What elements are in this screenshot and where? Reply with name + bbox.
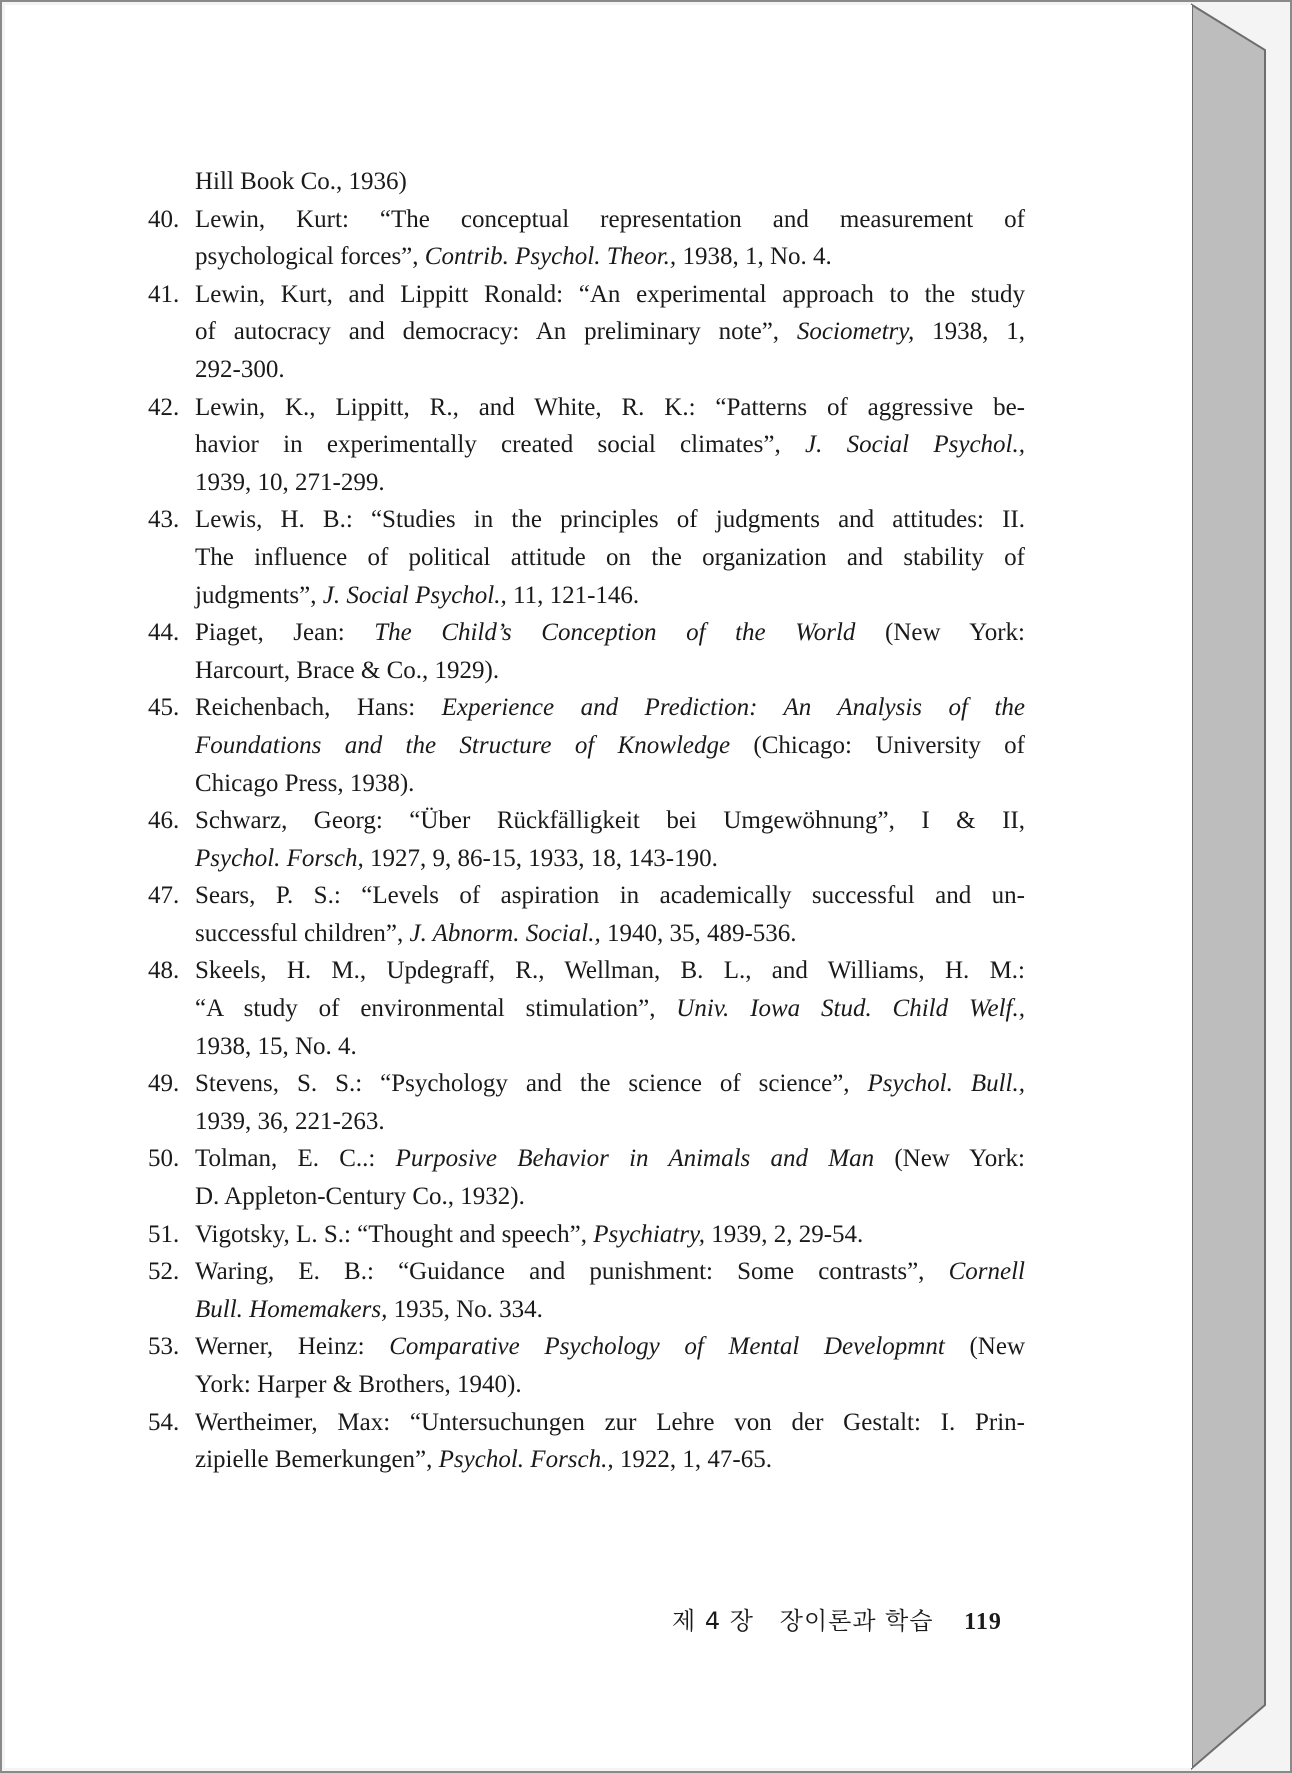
chapter-title: 장이론과 학습 [779, 1607, 934, 1635]
citation-text: havior in experimentally created social climates”, [195, 431, 805, 459]
citation-text: Lewin, Kurt, and Lippitt Ronald: “An experimental approach to the study [195, 280, 1025, 308]
citation-text: Vigotsky, L. S.: “Thought and speech”, [195, 1220, 594, 1248]
reference-line [148, 238, 1025, 276]
citation-text: (New [944, 1333, 1025, 1361]
reference-line [148, 389, 1025, 427]
reference-number: 48. [148, 957, 180, 985]
reference-line [148, 1404, 1025, 1442]
citation-italic-text: J. Social Psychol., [804, 431, 1025, 459]
reference-entry [148, 201, 1025, 276]
reference-entry [148, 1253, 1025, 1328]
citation-text: 11, 121-146. [506, 581, 640, 609]
reference-entry [148, 614, 1025, 689]
reference-entry [148, 389, 1025, 502]
reference-line [148, 1065, 1025, 1103]
reference-entry [148, 1065, 1025, 1140]
citation-text: 1935, No. 334. [387, 1295, 543, 1323]
reference-line [148, 1291, 1025, 1329]
reference-line [148, 1253, 1025, 1291]
citation-text: Lewis, H. B.: “Studies in the principles of judgments and attitudes: II. [195, 506, 1025, 534]
citation-italic-text: Purposive Behavior in Animals and Man [395, 1145, 875, 1173]
reference-line [148, 614, 1025, 652]
reference-line [148, 840, 1025, 878]
reference-line [148, 501, 1025, 539]
reference-line [148, 351, 1025, 389]
citation-text: (New York: [874, 1145, 1025, 1173]
reference-line [148, 163, 1025, 201]
citation-italic-text: Univ. Iowa Stud. Child Welf., [676, 995, 1025, 1023]
reference-line [148, 577, 1025, 615]
reference-line [148, 1216, 1025, 1254]
reference-number: 42. [148, 393, 180, 421]
reference-number: 46. [148, 807, 180, 835]
reference-number: 50. [148, 1145, 180, 1173]
chapter-label: 제 4 장 [672, 1607, 754, 1635]
citation-italic-text: Contrib. Psychol. Theor., [424, 243, 677, 271]
citation-text: Lewin, K., Lippitt, R., and White, R. K.: “Patterns of aggressive be- [195, 393, 1025, 421]
reference-line [148, 539, 1025, 577]
citation-text: 1939, 10, 271-299. [195, 468, 385, 496]
citation-text: Piaget, Jean: [195, 619, 375, 647]
reference-line [148, 689, 1025, 727]
page-footer [672, 1601, 1002, 1636]
book-page [5, 5, 1192, 1768]
reference-entry [148, 877, 1025, 952]
citation-text: Schwarz, Georg: “Über Rückfälligkeit bei Umgewöhnung”, I & II, [195, 807, 1025, 835]
reference-line [148, 1140, 1025, 1178]
reference-entry [148, 1140, 1025, 1215]
reference-line [148, 313, 1025, 351]
reference-entry [148, 276, 1025, 389]
citation-italic-text: Psychol. Forsch, [195, 844, 364, 872]
citation-text: 1939, 36, 221-263. [195, 1107, 385, 1135]
citation-text: 292-300. [195, 355, 285, 383]
reference-entry [148, 1404, 1025, 1479]
reference-line [148, 426, 1025, 464]
citation-text: 1939, 2, 29-54. [704, 1220, 864, 1248]
citation-italic-text: Comparative Psychology of Mental Developmnt [389, 1333, 945, 1361]
reference-line [148, 1328, 1025, 1366]
citation-text: Werner, Heinz: [195, 1333, 390, 1361]
citation-text: Reichenbach, Hans: [195, 694, 442, 722]
reference-entry [148, 501, 1025, 614]
citation-italic-text: Psychol. Forsch., [438, 1446, 614, 1474]
reference-line [148, 652, 1025, 690]
citation-text: 1938, 1, No. 4. [676, 243, 832, 271]
reference-line [148, 802, 1025, 840]
reference-number: 47. [148, 882, 180, 910]
citation-italic-text: Foundations and the Structure of Knowledge [195, 731, 731, 759]
citation-italic-text: Sociometry, [796, 318, 915, 346]
reference-line [148, 952, 1025, 990]
reference-entry [148, 952, 1025, 1065]
citation-text: Lewin, Kurt: “The conceptual representation and measurement of [195, 205, 1025, 233]
reference-line [148, 915, 1025, 953]
citation-text: Hill Book Co., 1936) [195, 168, 407, 195]
reference-list [148, 163, 1025, 1479]
reference-number: 44. [148, 619, 180, 647]
reference-entry [148, 689, 1025, 802]
citation-text: Sears, P. S.: “Levels of aspiration in academically successful and un- [195, 882, 1025, 910]
reference-number: 51. [148, 1220, 180, 1248]
reference-number: 53. [148, 1333, 180, 1361]
reference-entry [148, 163, 1025, 201]
citation-italic-text: The Child’s Conception of the World [374, 619, 856, 647]
reference-line [148, 1441, 1025, 1479]
citation-italic-text: J. Abnorm. Social., [409, 919, 601, 947]
reference-line [148, 1366, 1025, 1404]
citation-text: 1938, 1, [914, 318, 1025, 346]
reference-line [148, 1178, 1025, 1216]
citation-text: Chicago Press, 1938). [195, 769, 415, 797]
reference-entry [148, 1328, 1025, 1403]
citation-text: The influence of political attitude on the organization and stability of [195, 543, 1025, 571]
citation-italic-text: Psychol. Bull., [867, 1070, 1025, 1098]
citation-text: “A study of environmental stimulation”, [195, 995, 677, 1023]
citation-text: 1940, 35, 489-536. [600, 919, 797, 947]
reference-number: 40. [148, 205, 180, 233]
citation-italic-text: Psychiatry, [593, 1220, 705, 1248]
reference-line [148, 276, 1025, 314]
reference-number: 52. [148, 1258, 180, 1286]
reference-line [148, 464, 1025, 502]
citation-text: 1922, 1, 47-65. [613, 1446, 772, 1474]
reference-line [148, 201, 1025, 239]
citation-text: Skeels, H. M., Updegraff, R., Wellman, B. L., and Williams, H. M.: [195, 957, 1025, 985]
reference-line [148, 765, 1025, 803]
reference-line [148, 1028, 1025, 1066]
reference-number: 54. [148, 1408, 180, 1436]
citation-text: Harcourt, Brace & Co., 1929). [195, 656, 500, 684]
citation-text: York: Harper & Brothers, 1940). [195, 1371, 522, 1398]
citation-text: successful children”, [195, 919, 410, 947]
citation-text: (Chicago: University of [730, 731, 1025, 759]
reference-entry [148, 802, 1025, 877]
citation-text: judgments”, [195, 581, 323, 609]
reference-line [148, 877, 1025, 915]
reference-number: 43. [148, 506, 180, 534]
citation-text: 1927, 9, 86-15, 1933, 18, 143-190. [363, 844, 718, 872]
reference-line [148, 727, 1025, 765]
citation-text: Waring, E. B.: “Guidance and punishment: Some contrasts”, [195, 1258, 949, 1286]
page-number: 119 [964, 1609, 1002, 1635]
citation-text: of autocracy and democracy: An preliminary note”, [195, 318, 797, 346]
citation-italic-text: Experience and Prediction: An Analysis of the [441, 694, 1025, 722]
reference-number: 41. [148, 280, 180, 308]
citation-text: D. Appleton-Century Co., 1932). [195, 1183, 525, 1211]
citation-text: Stevens, S. S.: “Psychology and the science of science”, [195, 1070, 868, 1098]
reference-number: 49. [148, 1070, 180, 1098]
reference-line [148, 990, 1025, 1028]
citation-text: Tolman, E. C..: [195, 1145, 396, 1173]
citation-italic-text: Bull. Homemakers, [195, 1295, 388, 1323]
reference-entry [148, 1216, 1025, 1254]
citation-italic-text: J. Social Psychol., [322, 581, 507, 609]
citation-text: zipielle Bemerkungen”, [195, 1446, 439, 1474]
reference-number: 45. [148, 694, 180, 722]
citation-italic-text: Cornell [948, 1258, 1025, 1286]
citation-text: (New York: [855, 619, 1025, 647]
citation-text: psychological forces”, [195, 243, 425, 271]
reference-line [148, 1103, 1025, 1141]
citation-text: Wertheimer, Max: “Untersuchungen zur Lehre von der Gestalt: I. Prin- [195, 1408, 1025, 1436]
citation-text: 1938, 15, No. 4. [195, 1032, 357, 1060]
